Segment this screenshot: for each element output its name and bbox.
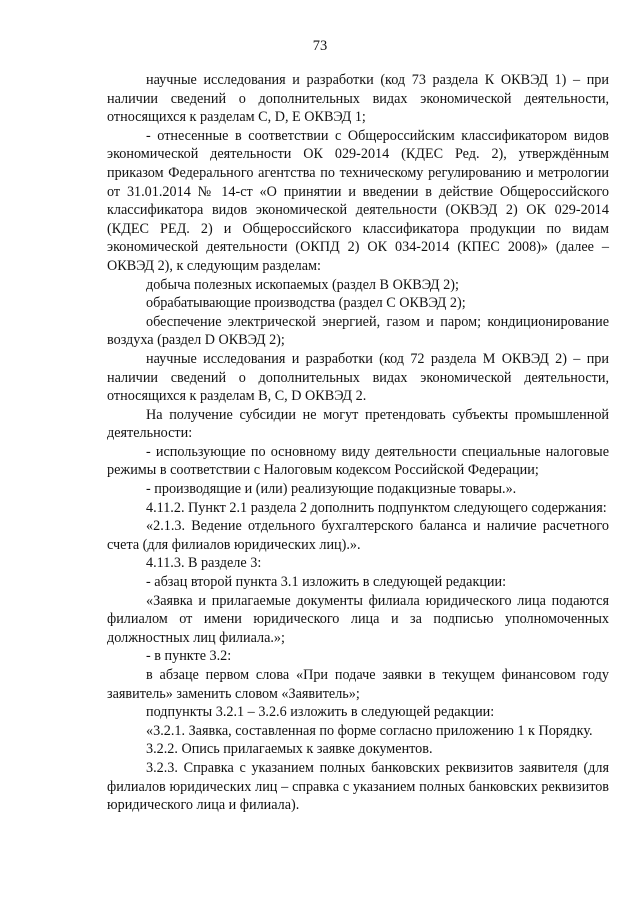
paragraph-3-1-edit: - абзац второй пункта 3.1 изложить в следующей редакции:: [146, 574, 507, 591]
paragraph-3-2: - в пункте 3.2:: [146, 648, 232, 665]
document-body: [107, 71, 609, 815]
paragraph-research-okved1: научные исследования и разработки (код 73 раздела К ОКВЭД 1) – при наличии сведений о дополнительных видах экономической деятельности, относящихся к разделам C, D, E ОКВЭД 1;: [107, 72, 609, 126]
paragraph-mining: добыча полезных ископаемых (раздел B ОКВЭД 2);: [146, 276, 459, 293]
paragraph-manufacturing: обрабатывающие производства (раздел C ОКВЭД 2);: [146, 295, 466, 312]
paragraph-excise-goods: - производящие и (или) реализующие подакцизные товары.».: [146, 481, 517, 498]
paragraph-okved2-classifier: - отнесенные в соответствии с Общероссийским классификатором видов экономической деятельности ОК 029-2014 (КДЕС Ред. 2), утверждённым приказом Федерального агентства по техническому регулированию и метрологии от 31.01.2014 № 14-ст «О принятии и введении в действие Общероссийского классификатора видов экономической деятельности (ОКВЭД 2) ОК 029-2014 (КДЕС РЕД. 2) и Общероссийского классификатора продукции по видам экономической деятельности (ОКПД 2) ОК 034-2014 (КПЕС 2008)» (далее – ОКВЭД 2), к следующим разделам:: [107, 127, 609, 274]
paragraph-special-tax-regimes: - использующие по основному виду деятельности специальные налоговые режимы в соответствии с Налоговым кодексом Российской Федерации;: [107, 443, 609, 479]
paragraph-3-2-3: 3.2.3. Справка с указанием полных банковских реквизитов заявителя (для филиалов юридических лиц – справка с указанием полных банковских реквизитов юридического лица и филиала).: [107, 759, 609, 814]
paragraph-4-11-3: 4.11.3. В разделе 3:: [146, 555, 262, 572]
paragraph-energy-supply: обеспечение электрической энергией, газом и паром; кондиционирование воздуха (раздел D ОКВЭД 2);: [107, 313, 609, 349]
paragraph-3-2-1: «3.2.1. Заявка, составленная по форме согласно приложению 1 к Порядку.: [146, 722, 593, 739]
paragraph-subpoints-edit: подпункты 3.2.1 – 3.2.6 изложить в следующей редакции:: [146, 704, 495, 721]
paragraph-research-okved2: научные исследования и разработки (код 72 раздела M ОКВЭД 2) – при наличии сведений о дополнительных видах экономической деятельности, относящихся к разделам B, C, D ОКВЭД 2.: [107, 350, 609, 405]
paragraph-3-2-2: 3.2.2. Опись прилагаемых к заявке документов.: [146, 741, 433, 758]
paragraph-2-1-3: «2.1.3. Ведение отдельного бухгалтерского баланса и наличие расчетного счета (для филиалов юридических лиц).».: [107, 518, 609, 553]
paragraph-first-abzac-edit: в абзаце первом слова «При подаче заявки в текущем финансовом году заявитель» заменить словом «Заявитель»;: [107, 667, 609, 702]
page-number: 73: [312, 38, 328, 54]
paragraph-4-11-2: 4.11.2. Пункт 2.1 раздела 2 дополнить подпунктом следующего содержания:: [146, 499, 607, 516]
paragraph-not-eligible: На получение субсидии не могут претендовать субъекты промышленной деятельности:: [107, 406, 609, 442]
paragraph-application-quote: «Заявка и прилагаемые документы филиала юридического лица подаются филиалом от имени юридического лица и за подписью уполномоченных должностных лиц филиала.»;: [107, 592, 609, 646]
